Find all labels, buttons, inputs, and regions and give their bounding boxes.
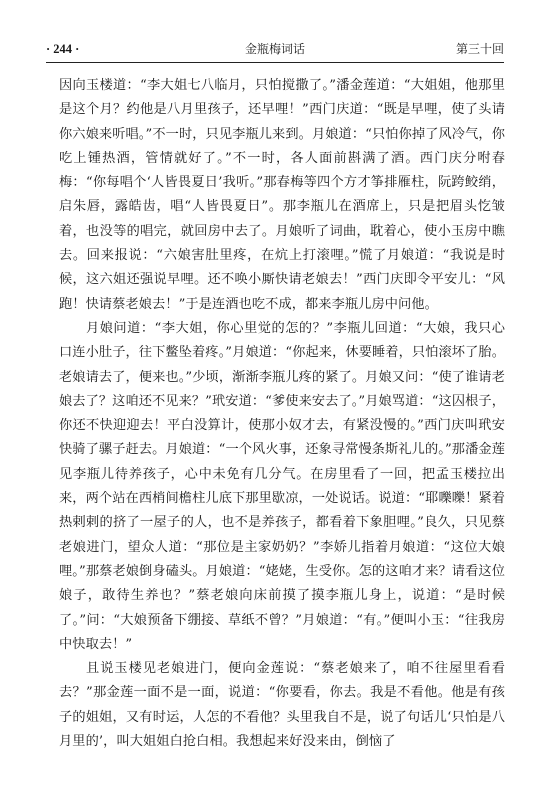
page-number: · 244 · — [46, 42, 80, 56]
paragraph: 因向玉楼道：“李大姐七八临月，只怕搅撒了。”潘金莲道：“大姐姐，他那里是这个月？约他是八月里孩子，还早哩！”西门庆道：“既是早哩，使了头请你六娘来听唱。”不一时，只见李瓶儿来到。月娘道：“只怕你掉了风冷气，你吃上锺热酒，管情就好了。”不一时，各人面前斟满了酒。西门庆分咐春梅：“你每唱个‘人皆畏夏日’我听。”那春梅等四个方才筝排雁柱，阮跨鲛绡，启朱唇，露皓齿，唱“人皆畏夏日”。那李瓶儿在酒席上，只是把眉头忔皱着，也没等的唱完，就回房中去了。月娘听了词曲，耽着心，使小玉房中瞧去。回来报说：“六娘害肚里疼，在炕上打滚哩。”慌了月娘道：“我说是时候，这六姐还强说早哩。还不唤小厮快请老娘去！”西门庆即令平安儿：“风跑！快请蔡老娘去！”于是连酒也吃不成，都来李瓶儿房中问他。 — [59, 78, 505, 312]
paragraph: 月娘问道：“李大姐，你心里觉的怎的？”李瓶儿回道：“大娘，我只心口连小肚子，往下鳖坠着疼。”月娘道：“你起来，休要睡着，只怕滚坏了胎。老娘请去了，便来也。”少顷，渐渐李瓶儿疼的紧了。月娘又问：“使了谁请老娘去了？这咱还不见来？”玳安道：“爹使来安去了。”月娘骂道：“这囚根子，你还不快迎迎去！平白没算计，使那小奴才去，有紧没慢的。”西门庆叫玳安快骑了骡子赶去。月娘道：“一个风火事，还象寻常慢条斯礼儿的。”那潘金莲见李瓶儿待养孩子，心中未免有几分气。在房里看了一回，把孟玉楼拉出来，两个站在西梢间檐柱儿底下那里歇凉，一处说话。说道：“耶嚛嚛！紧着热剌剌的挤了一屋子的人，也不是养孩子，都看着下象胆哩。”良久，只见蔡老娘进门，望众人道：“那位是主家奶奶？”李娇儿指着月娘道：“这位大娘哩。”那蔡老娘倒身磕头。月娘道：“姥姥，生受你。怎的这咱才来？请看这位娘子，敢待生养也？”蔡老娘向床前摸了摸李瓶儿身上，说道：“是时候了。”问：“大娘预备下绷接、草纸不曾？”月娘道：“有。”便叫小玉：“往我房中快取去！” — [59, 320, 505, 652]
book-title: 金瓶梅词话 — [244, 42, 305, 56]
header-rule — [46, 62, 504, 63]
chapter-label: 第三十回 — [455, 42, 504, 56]
body-text — [59, 74, 505, 754]
paragraph: 且说玉楼见老娘进门，便向金莲说：“蔡老娘来了，咱不往屋里看看去？”那金莲一面不是一面，说道：“你要看，你去。我是不看他。他是有孩子的姐姐，又有时运，人怎的不看他？头里我自不是，说了句话儿‘只怕是八月里的’，叫大姐姐白抢白相。我想起来好没来由，倒恼了 — [59, 661, 505, 750]
running-header — [46, 40, 504, 58]
